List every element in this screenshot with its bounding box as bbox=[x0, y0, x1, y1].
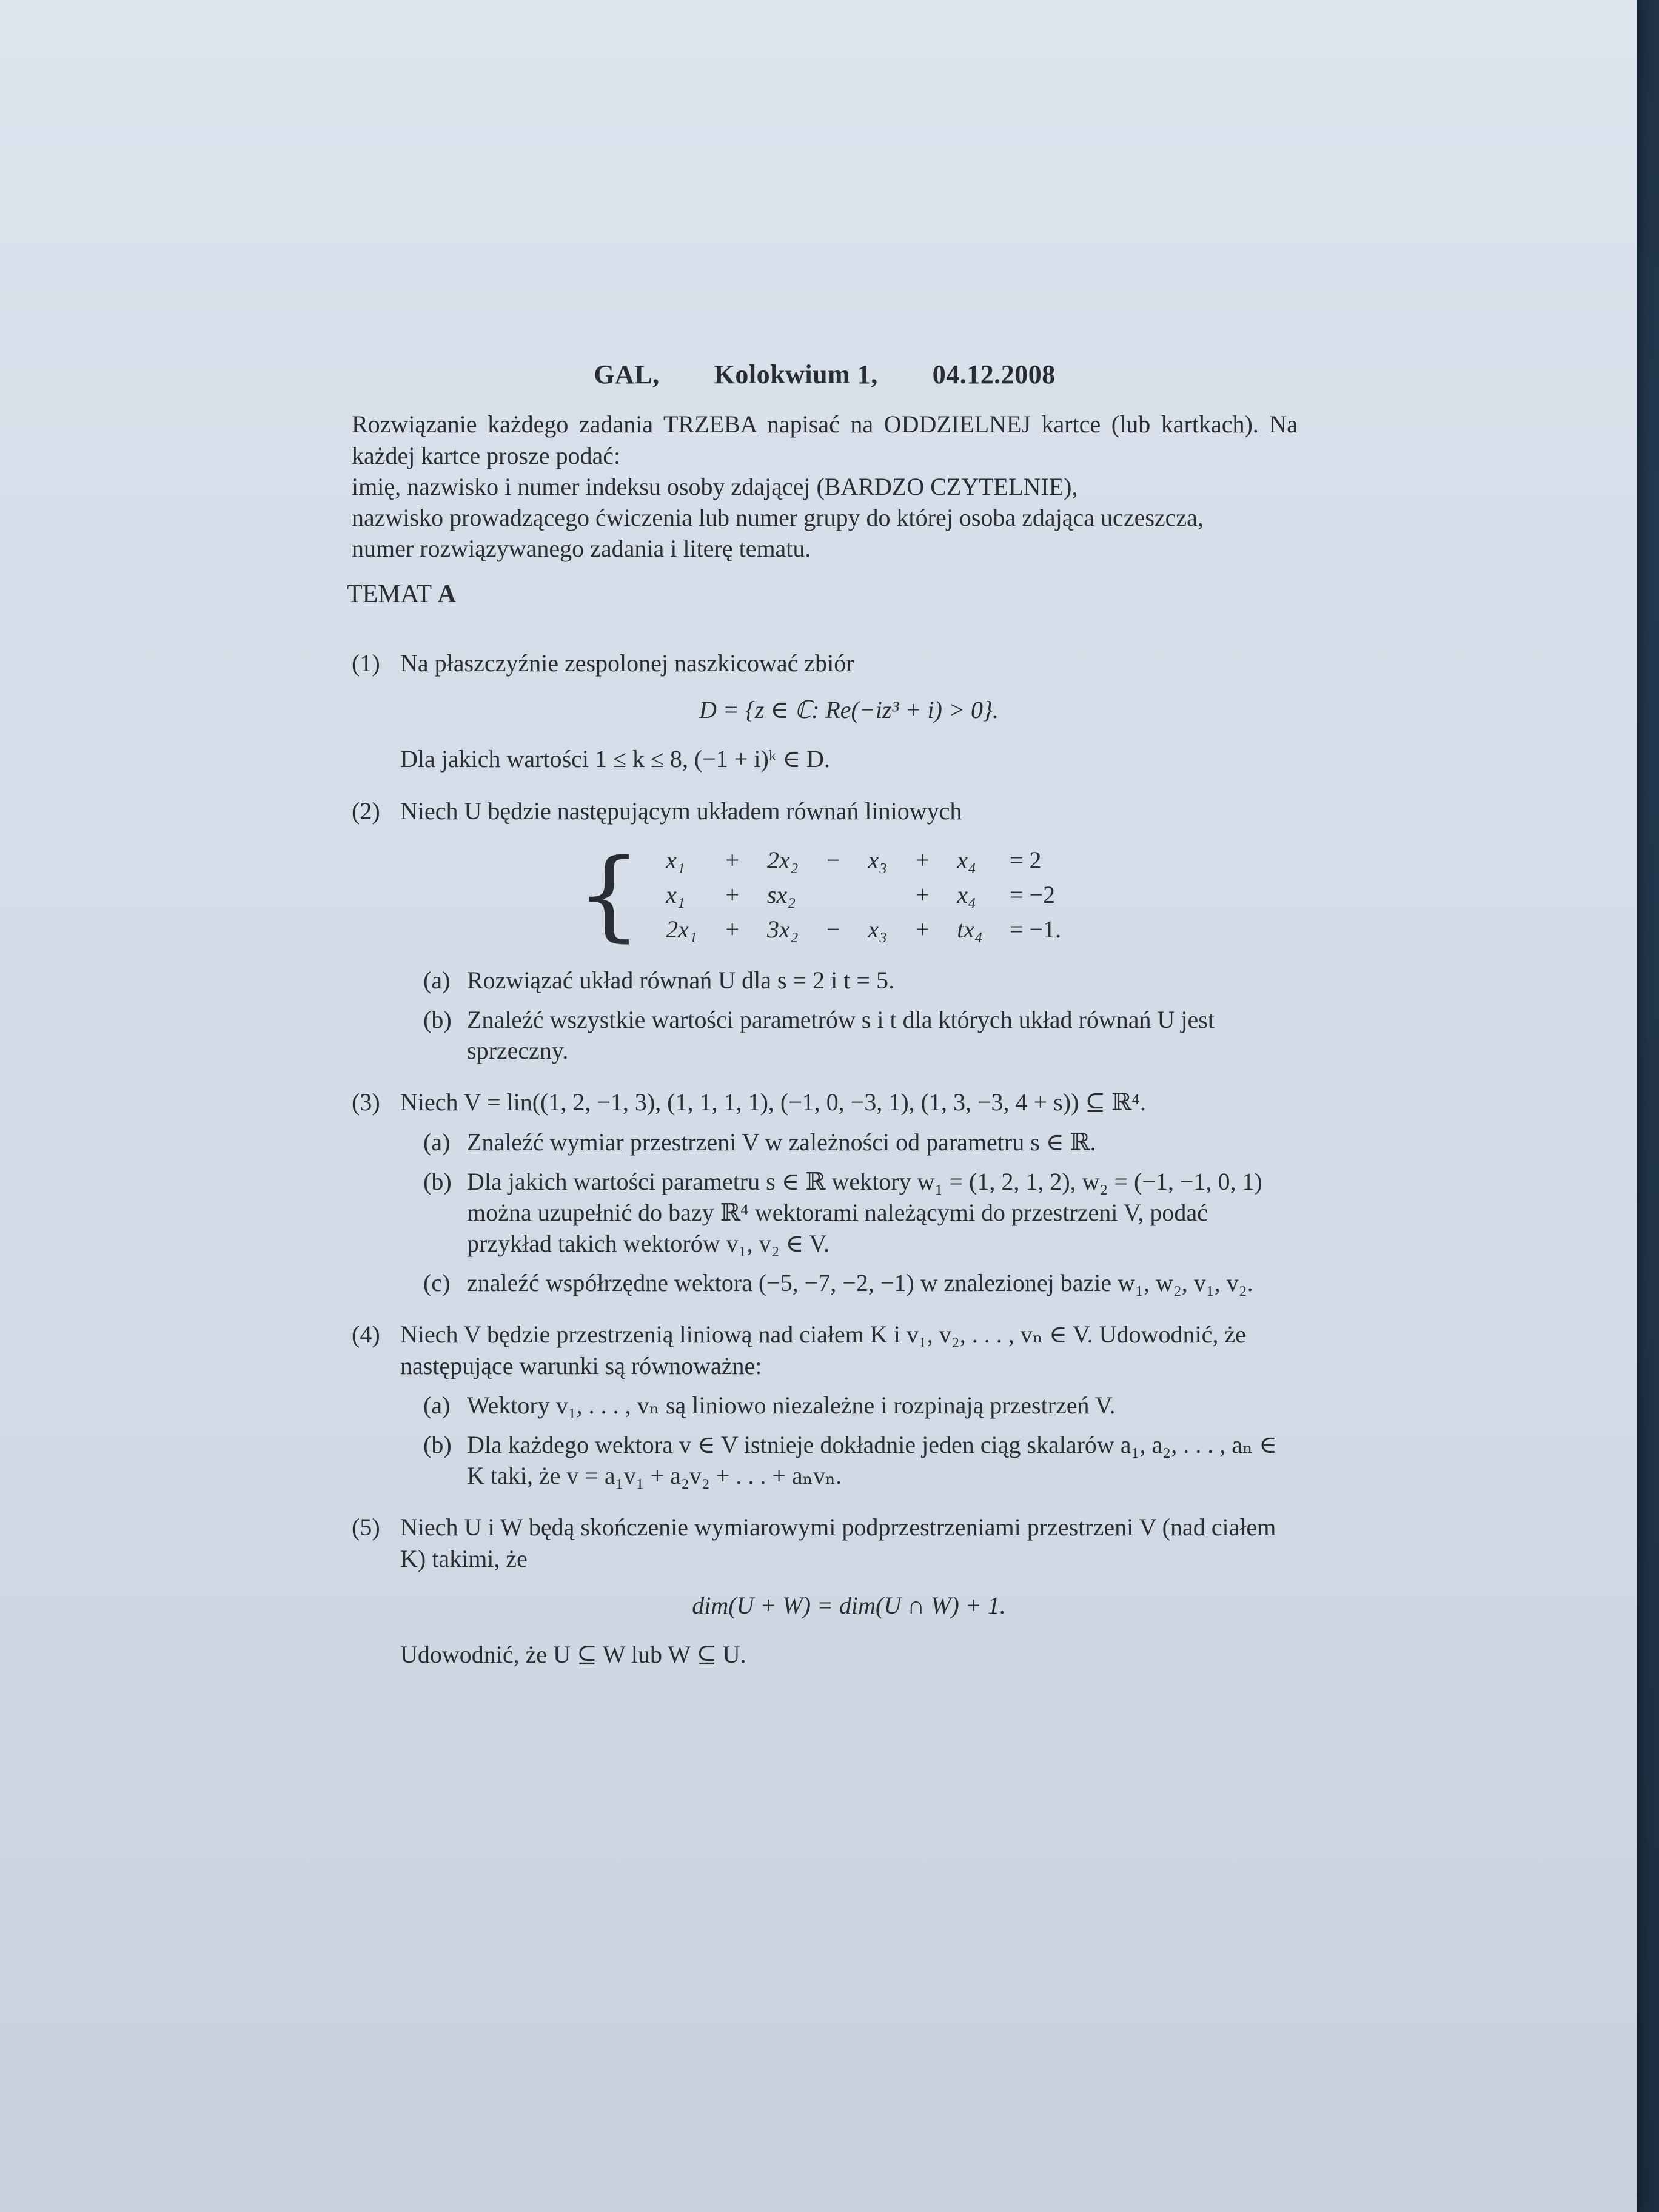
term: tx₄ bbox=[957, 915, 983, 943]
equation-row bbox=[652, 843, 1074, 878]
sheet-content bbox=[347, 358, 1298, 1691]
subproblem-text: Rozwiązać układ równań U dla s = 2 i t = 5. bbox=[467, 966, 894, 994]
instruction-line: numer rozwiązywanego zadania i literę tematu. bbox=[352, 535, 811, 563]
subproblem-label: (b) bbox=[423, 1431, 452, 1458]
subproblem-label: (c) bbox=[423, 1269, 451, 1297]
subproblem bbox=[423, 1166, 1298, 1259]
subproblem bbox=[423, 1127, 1298, 1158]
equation-row bbox=[652, 877, 1074, 912]
subproblem-text: Dla każdego wektora v ∈ V istnieje dokładnie jeden ciąg skalarów a₁, a₂, . . . , aₙ ∈ K taki, że v = a₁v₁ + a₂v₂ + . . . + aₙvₙ. bbox=[467, 1431, 1277, 1490]
operator: + bbox=[723, 881, 740, 909]
equation-table bbox=[652, 843, 1074, 947]
exam-name: Kolokwium 1, bbox=[714, 360, 878, 389]
term: x₃ bbox=[868, 915, 888, 943]
operator bbox=[812, 877, 855, 912]
subproblem-label: (a) bbox=[423, 966, 451, 994]
term: sx₂ bbox=[766, 881, 796, 909]
course-name: GAL, bbox=[594, 360, 660, 389]
right-hand-side: = −2 bbox=[1009, 881, 1056, 909]
temat-heading bbox=[347, 578, 1298, 611]
problem-text: Niech V będzie przestrzenią liniową nad ciałem K i v₁, v₂, . . . , vₙ ∈ V. Udowodnić, że następujące warunki są równoważne: bbox=[400, 1321, 1246, 1379]
problem-number: (5) bbox=[352, 1513, 380, 1541]
term: 3x₂ bbox=[766, 915, 799, 943]
term: x₃ bbox=[868, 846, 888, 874]
subproblem bbox=[423, 965, 1298, 996]
term bbox=[855, 877, 901, 912]
equation-row bbox=[652, 912, 1074, 947]
instruction-line: imię, nazwisko i numer indeksu osoby zdającej (BARDZO CZYTELNIE), bbox=[352, 472, 1078, 500]
problem-text: Niech U i W będą skończenie wymiarowymi podprzestrzeniami przestrzeni V (nad ciałem K) takimi, że bbox=[400, 1513, 1276, 1572]
operator: − bbox=[825, 915, 842, 943]
instruction-line: Rozwiązanie każdego zadania TRZEBA napisać na ODDZIELNEJ kartce (lub kartkach). Na każdej kartce prosze podać: bbox=[352, 411, 1298, 469]
subproblem-text: Znaleźć wszystkie wartości parametrów s i t dla których układ równań U jest sprzeczny. bbox=[467, 1005, 1215, 1065]
operator: + bbox=[914, 846, 931, 874]
subproblem-label: (a) bbox=[423, 1391, 451, 1419]
subproblem-label: (b) bbox=[423, 1005, 452, 1033]
problem-question: Dla jakich wartości 1 ≤ k ≤ 8, (−1 + i)ᵏ ∈ D. bbox=[400, 745, 830, 773]
subproblem-text: znaleźć współrzędne wektora (−5, −7, −2, −1) w znalezionej bazie w₁, w₂, v₁, v₂. bbox=[467, 1269, 1253, 1297]
temat-label: TEMAT bbox=[347, 580, 432, 609]
set-definition: D = {z ∈ ℂ: Re(−iz³ + i) > 0}. bbox=[699, 696, 999, 724]
operator: + bbox=[914, 881, 931, 909]
problem-number: (1) bbox=[352, 649, 380, 677]
term: 2x₁ bbox=[666, 915, 697, 943]
instructions bbox=[352, 409, 1298, 564]
problem-2 bbox=[352, 796, 1298, 1067]
operator: + bbox=[723, 915, 740, 943]
temat-letter: A bbox=[437, 580, 457, 609]
instruction-line: nazwisko prowadzącego ćwiczenia lub numer grupy do której osoba zdająca uczeszcza, bbox=[352, 503, 1204, 531]
problem-text: Na płaszczyźnie zespolonej naszkicować zbiór bbox=[400, 649, 854, 677]
subproblem-label: (a) bbox=[423, 1128, 451, 1156]
term: x₄ bbox=[957, 881, 976, 909]
problem-text: Niech U będzie następującym układem równań liniowych bbox=[400, 797, 962, 825]
subproblem bbox=[423, 1429, 1298, 1491]
operator: + bbox=[723, 846, 740, 874]
operator: + bbox=[914, 915, 931, 943]
equation-system bbox=[576, 837, 1298, 952]
exam-title bbox=[352, 358, 1298, 392]
term: x₄ bbox=[957, 846, 976, 874]
subproblem-text: Znaleźć wymiar przestrzeni V w zależności od parametru s ∈ ℝ. bbox=[467, 1128, 1096, 1156]
problem-question: Udowodnić, że U ⊆ W lub W ⊆ U. bbox=[400, 1640, 746, 1668]
problem-3 bbox=[352, 1087, 1298, 1298]
subproblem bbox=[423, 1267, 1298, 1298]
subproblem-text: Wektory v₁, . . . , vₙ są liniowo niezależne i rozpinają przestrzeń V. bbox=[467, 1391, 1116, 1419]
left-brace-icon: { bbox=[576, 837, 642, 952]
subproblem-text: Dla jakich wartości parametru s ∈ ℝ wektory w₁ = (1, 2, 1, 2), w₂ = (−1, −1, 0, 1) można uzupełnić do bazy ℝ⁴ wektorami należącymi do przestrzeni V, podać przykład takich wektorów v₁, v₂ ∈ V. bbox=[467, 1167, 1262, 1258]
right-hand-side: = 2 bbox=[1009, 846, 1042, 874]
subproblem bbox=[423, 1390, 1298, 1421]
exam-date: 04.12.2008 bbox=[932, 360, 1056, 389]
problem-1 bbox=[352, 648, 1298, 775]
subproblem-label: (b) bbox=[423, 1167, 452, 1195]
problem-5 bbox=[352, 1512, 1298, 1670]
problem-4 bbox=[352, 1319, 1298, 1491]
problem-number: (2) bbox=[352, 797, 380, 825]
term: 2x₂ bbox=[766, 846, 799, 874]
term: x₁ bbox=[666, 846, 685, 874]
problem-text: Niech V = lin((1, 2, −1, 3), (1, 1, 1, 1), (−1, 0, −3, 1), (1, 3, −3, 4 + s)) ⊆ ℝ⁴. bbox=[400, 1088, 1146, 1116]
term: x₁ bbox=[666, 881, 685, 909]
operator: − bbox=[825, 846, 842, 874]
problem-number: (4) bbox=[352, 1321, 380, 1349]
problem-list bbox=[352, 648, 1298, 1670]
right-hand-side: = −1. bbox=[1009, 915, 1062, 943]
problem-number: (3) bbox=[352, 1088, 380, 1116]
dimension-equation: dim(U + W) = dim(U ∩ W) + 1. bbox=[692, 1591, 1006, 1619]
subproblem bbox=[423, 1004, 1298, 1066]
